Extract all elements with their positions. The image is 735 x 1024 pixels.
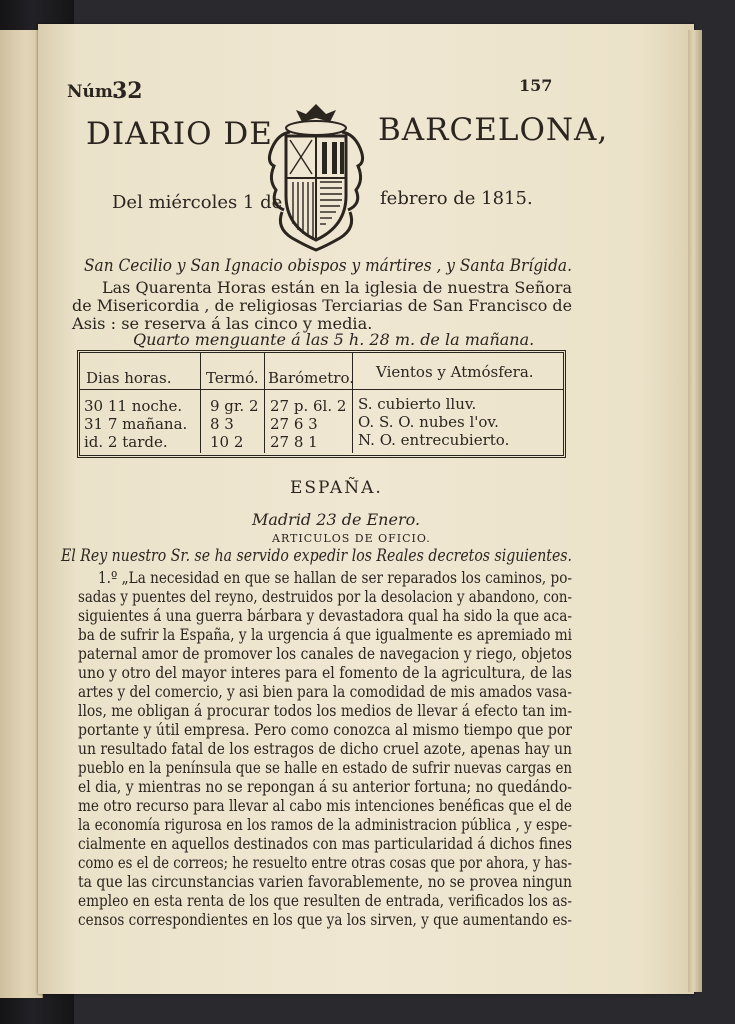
article-line: siguientes á una guerra bárbara y devastadora qual ha sido la que aca-: [78, 606, 572, 625]
article-line: me otro recurso para llevar al cabo mis intenciones benéficas que el de: [78, 796, 572, 815]
page-stack-edge: [688, 30, 702, 992]
weather-header-barometer: Barómetro.: [268, 369, 355, 387]
article-line: sadas y puentes del reyno, destruidos por la desolacion y abandono, con-: [78, 587, 572, 606]
article-line: uno y otro del mayor interes para el fomento de la agricultura, de las: [78, 663, 572, 682]
forty-hours-line-3: Asis : se reserva á las cinco y media.: [72, 314, 373, 333]
forty-hours-line-2: de Misericordia , de religiosas Terciarias de San Francisco de: [72, 296, 572, 315]
article-line: portante y útil empresa. Pero como conozca al mismo tiempo que por: [78, 720, 572, 739]
issue-date-left: Del miércoles 1 de: [112, 192, 283, 213]
moon-phase: Quarto menguante á las 5 h. 28 m. de la mañana.: [133, 330, 535, 349]
saints-of-the-day: San Cecilio y San Ignacio obispos y mártires , y Santa Brígida.: [84, 256, 572, 276]
article-line: la economía rigurosa en los ramos de la administracion pública , y espe-: [78, 815, 572, 834]
coat-of-arms-icon: [262, 100, 370, 252]
weather-row-3-temp: 10 2: [210, 433, 244, 451]
weather-header-thermometer: Termó.: [206, 369, 259, 387]
weather-row-3-wind: N. O. entrecubierto.: [358, 431, 510, 449]
forty-hours-line-1: Las Quarenta Horas están en la iglesia de nuestra Señora: [102, 278, 572, 297]
weather-row-1-temp: 9 gr. 2: [210, 397, 259, 415]
issue-number: 32: [112, 78, 143, 104]
article-line: un resultado fatal de los estragos de dicho cruel azote, apenas hay un: [78, 739, 572, 758]
article-line: ba de sufrir la España, y la urgencia á que igualmente es apremiado mi: [78, 625, 572, 644]
article-line: 1.º „La necesidad en que se hallan de ser reparados los caminos, po-: [98, 568, 572, 587]
weather-header-days: Dias horas.: [86, 369, 172, 387]
weather-row-3-pressure: 27 8 1: [270, 433, 318, 451]
article-line: cialmente en aquellos destinados con mas particularidad á dichos fines: [78, 834, 572, 853]
weather-header-winds: Vientos y Atmósfera.: [376, 363, 534, 381]
article-line: como es el de correos; he resuelto entre otras cosas que por ahora, y has-: [78, 853, 572, 872]
weather-table: [77, 350, 566, 458]
decree-title: El Rey nuestro Sr. se ha servido expedir los Reales decretos siguientes.: [61, 546, 572, 566]
article-line: artes y del comercio, y asi bien para la comodidad de mis amados vasa-: [78, 682, 572, 701]
article-line: el dia, y mientras no se repongan á su anterior fortuna; no quedándo-: [78, 777, 572, 796]
weather-row-2-wind: O. S. O. nubes l'ov.: [358, 413, 499, 431]
masthead-title-left: DIARIO DE: [86, 116, 273, 152]
article-line: censos correspondientes en los que ya los sirven, y que aumentando es-: [78, 910, 572, 929]
article-line: paternal amor de promover los canales de navegacion y riego, objetos: [78, 644, 572, 663]
weather-row-2-temp: 8 3: [210, 415, 234, 433]
weather-row-1-wind: S. cubierto lluv.: [358, 395, 477, 413]
article-line: ta que las circunstancias varien favorablemente, no se provea ningun: [78, 872, 572, 891]
section-heading: ESPAÑA.: [290, 478, 383, 498]
article-subheading: ARTICULOS DE OFICIO.: [272, 532, 431, 545]
article-line: llos, me obligan á procurar todos los medios de llevar á efecto tan im-: [78, 701, 572, 720]
previous-page-edge: [0, 30, 43, 998]
weather-row-1-time: 30 11 noche.: [84, 397, 183, 415]
issue-date-right: febrero de 1815.: [380, 188, 533, 209]
weather-row-1-pressure: 27 p. 6l. 2: [270, 397, 347, 415]
article-line: empleo en esta renta de los que resulten de entrada, verificados los as-: [78, 891, 572, 910]
weather-row-2-time: 31 7 mañana.: [84, 415, 188, 433]
weather-row-3-time: id. 2 tarde.: [84, 433, 168, 451]
masthead-title-right: BARCELONA,: [378, 112, 609, 148]
article-line: pueblo en la península que se halle en estado de sufrir nuevas cargas en: [78, 758, 572, 777]
issue-number-label: Núm.: [67, 82, 119, 102]
article-dateline: Madrid 23 de Enero.: [252, 510, 421, 529]
weather-row-2-pressure: 27 6 3: [270, 415, 318, 433]
page-number: 157: [519, 76, 553, 95]
